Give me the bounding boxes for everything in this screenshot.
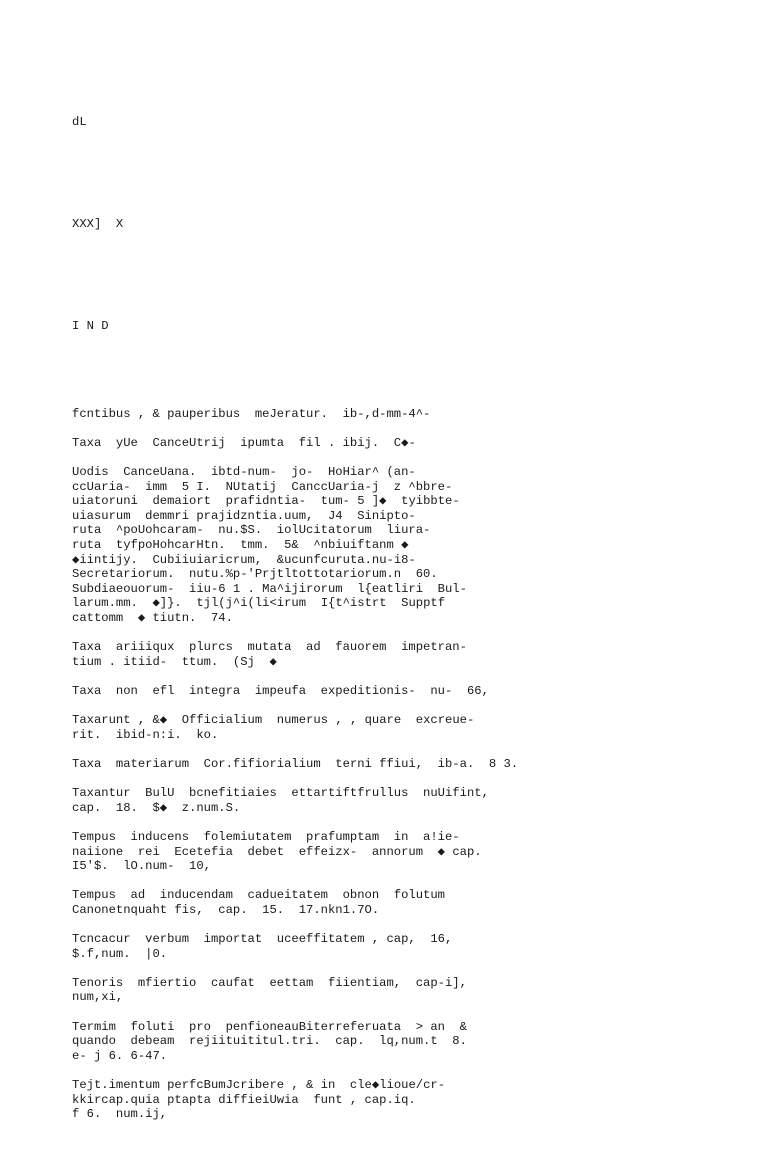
index-entry-line: Taxarunt , &◆ Officialium numerus , , quare excreue- <box>72 713 475 728</box>
index-entry-line: ◆iintijy. Cubiiuiaricrum, &ucunfcuruta.nu-i8- <box>72 552 416 567</box>
index-entry-line: Tempus inducens folemiutatem prafumptam in a!ie- <box>72 829 460 844</box>
header-number: XXX] X <box>72 217 124 232</box>
index-entry-line: Taxa yUe CanceUtrij ipumta fil . ibij. C◆- <box>72 435 416 450</box>
index-entry-line: ruta tyfpoHohcarHtn. tmm. 5& ^nbiuiftanm ◆ <box>72 538 409 553</box>
index-entry-line: Taxa non efl integra impeufa expeditionis- nu- 66, <box>72 683 489 698</box>
index-entry <box>72 1020 752 1064</box>
index-entry-line: Uodis CanceUana. ibtd-num- jo- HoHiar^ (an- <box>72 465 416 480</box>
header-mark: dL <box>72 115 87 130</box>
index-entry <box>72 932 752 961</box>
index-entry <box>72 684 752 699</box>
index-entry <box>72 976 752 1005</box>
index-entry-line: fcntibus , & pauperibus meJeratur. ib-,d-mm-4^- <box>72 406 431 421</box>
index-entry-line: tium . itiid- ttum. (Sj ◆ <box>72 654 277 669</box>
index-entry-line: num,xi, <box>72 990 124 1005</box>
index-entry-line: Tenoris mfiertio caufat eettam fiientiam, cap-i], <box>72 975 467 990</box>
index-entries <box>72 407 752 1122</box>
index-heading: I N D <box>72 319 109 334</box>
index-entry-line: Tempus ad inducendam cadueitatem obnon folutum <box>72 888 445 903</box>
index-entry <box>72 713 752 742</box>
index-entry <box>72 436 752 451</box>
index-entry-line: Subdiaeouorum- iiu-6 1 . Ma^ijirorum l{eatliri Bul- <box>72 581 467 596</box>
index-entry-line: uiatoruni demaiort prafidntia- tum- 5 ]◆ tyibbte- <box>72 494 460 509</box>
index-entry-line: Taxa ariiiqux plurcs mutata ad fauorem impetran- <box>72 640 467 655</box>
index-entry-line: larum.mm. ◆]}. tjl(j^i(li<irum I{t^istrt Supptf <box>72 596 446 611</box>
document-page <box>72 86 752 1151</box>
index-entry <box>72 786 752 815</box>
index-entry <box>72 888 752 917</box>
index-entry-line: Termim foluti pro penfioneauBiterreferuata > an & <box>72 1019 467 1034</box>
index-entry-line: cap. 18. $◆ z.num.S. <box>72 800 241 815</box>
index-entry-line: I5'$. lO.num- 10, <box>72 859 211 874</box>
index-entry <box>72 407 752 422</box>
index-entry-line: Tejt.imentum perfcBumJcribere , & in cle◆lioue/cr- <box>72 1078 446 1092</box>
index-entry <box>72 1078 752 1122</box>
index-entry-line: ruta ^poUohcaram- nu.$S. iolUcitatorum liura- <box>72 523 431 538</box>
index-entry-line: $.f,num. |0. <box>72 946 168 961</box>
index-entry <box>72 830 752 874</box>
index-entry-line: naiione rei Ecetefia debet effeizx- annorum ◆ cap. <box>72 844 482 859</box>
index-entry-line: e- j 6. 6-47. <box>72 1048 168 1063</box>
index-entry-line: Secretariorum. nutu.%p-'Prjtltottotariorum.n 60. <box>72 567 438 582</box>
index-entry-line: Tcncacur verbum importat uceeffitatem , cap, 16, <box>72 932 453 947</box>
index-entry-line: Taxantur BulU bcnefitiaies ettartiftfrullus nuUifint, <box>72 786 489 801</box>
index-entry <box>72 465 752 626</box>
index-entry-line: quando debeam rejiituititul.tri. cap. lq,num.t 8. <box>72 1034 467 1049</box>
index-entry-line: Canonetnquaht fis, cap. 15. 17.nkn1.7O. <box>72 902 380 917</box>
index-entry-line: rit. ibid-n:i. ko. <box>72 727 219 742</box>
index-entry-line: Taxa materiarum Cor.fifiorialium terni ffiui, ib-a. 8 3. <box>72 756 519 771</box>
index-entry-line: cattomm ◆ tiutn. 74. <box>72 611 233 625</box>
index-entry-line: uiasurum demmri prajidzntia.uum, J4 Sinipto- <box>72 508 416 523</box>
index-entry-line: f 6. num.ij, <box>72 1107 168 1122</box>
index-entry <box>72 757 752 772</box>
index-entry <box>72 640 752 669</box>
index-entry-line: kkircap.quia ptapta diffieiUwia funt , cap.iq. <box>72 1092 416 1107</box>
index-entry-line: ccUaria- imm 5 I. NUtatij CanccUaria-j z ^bbre- <box>72 479 453 494</box>
